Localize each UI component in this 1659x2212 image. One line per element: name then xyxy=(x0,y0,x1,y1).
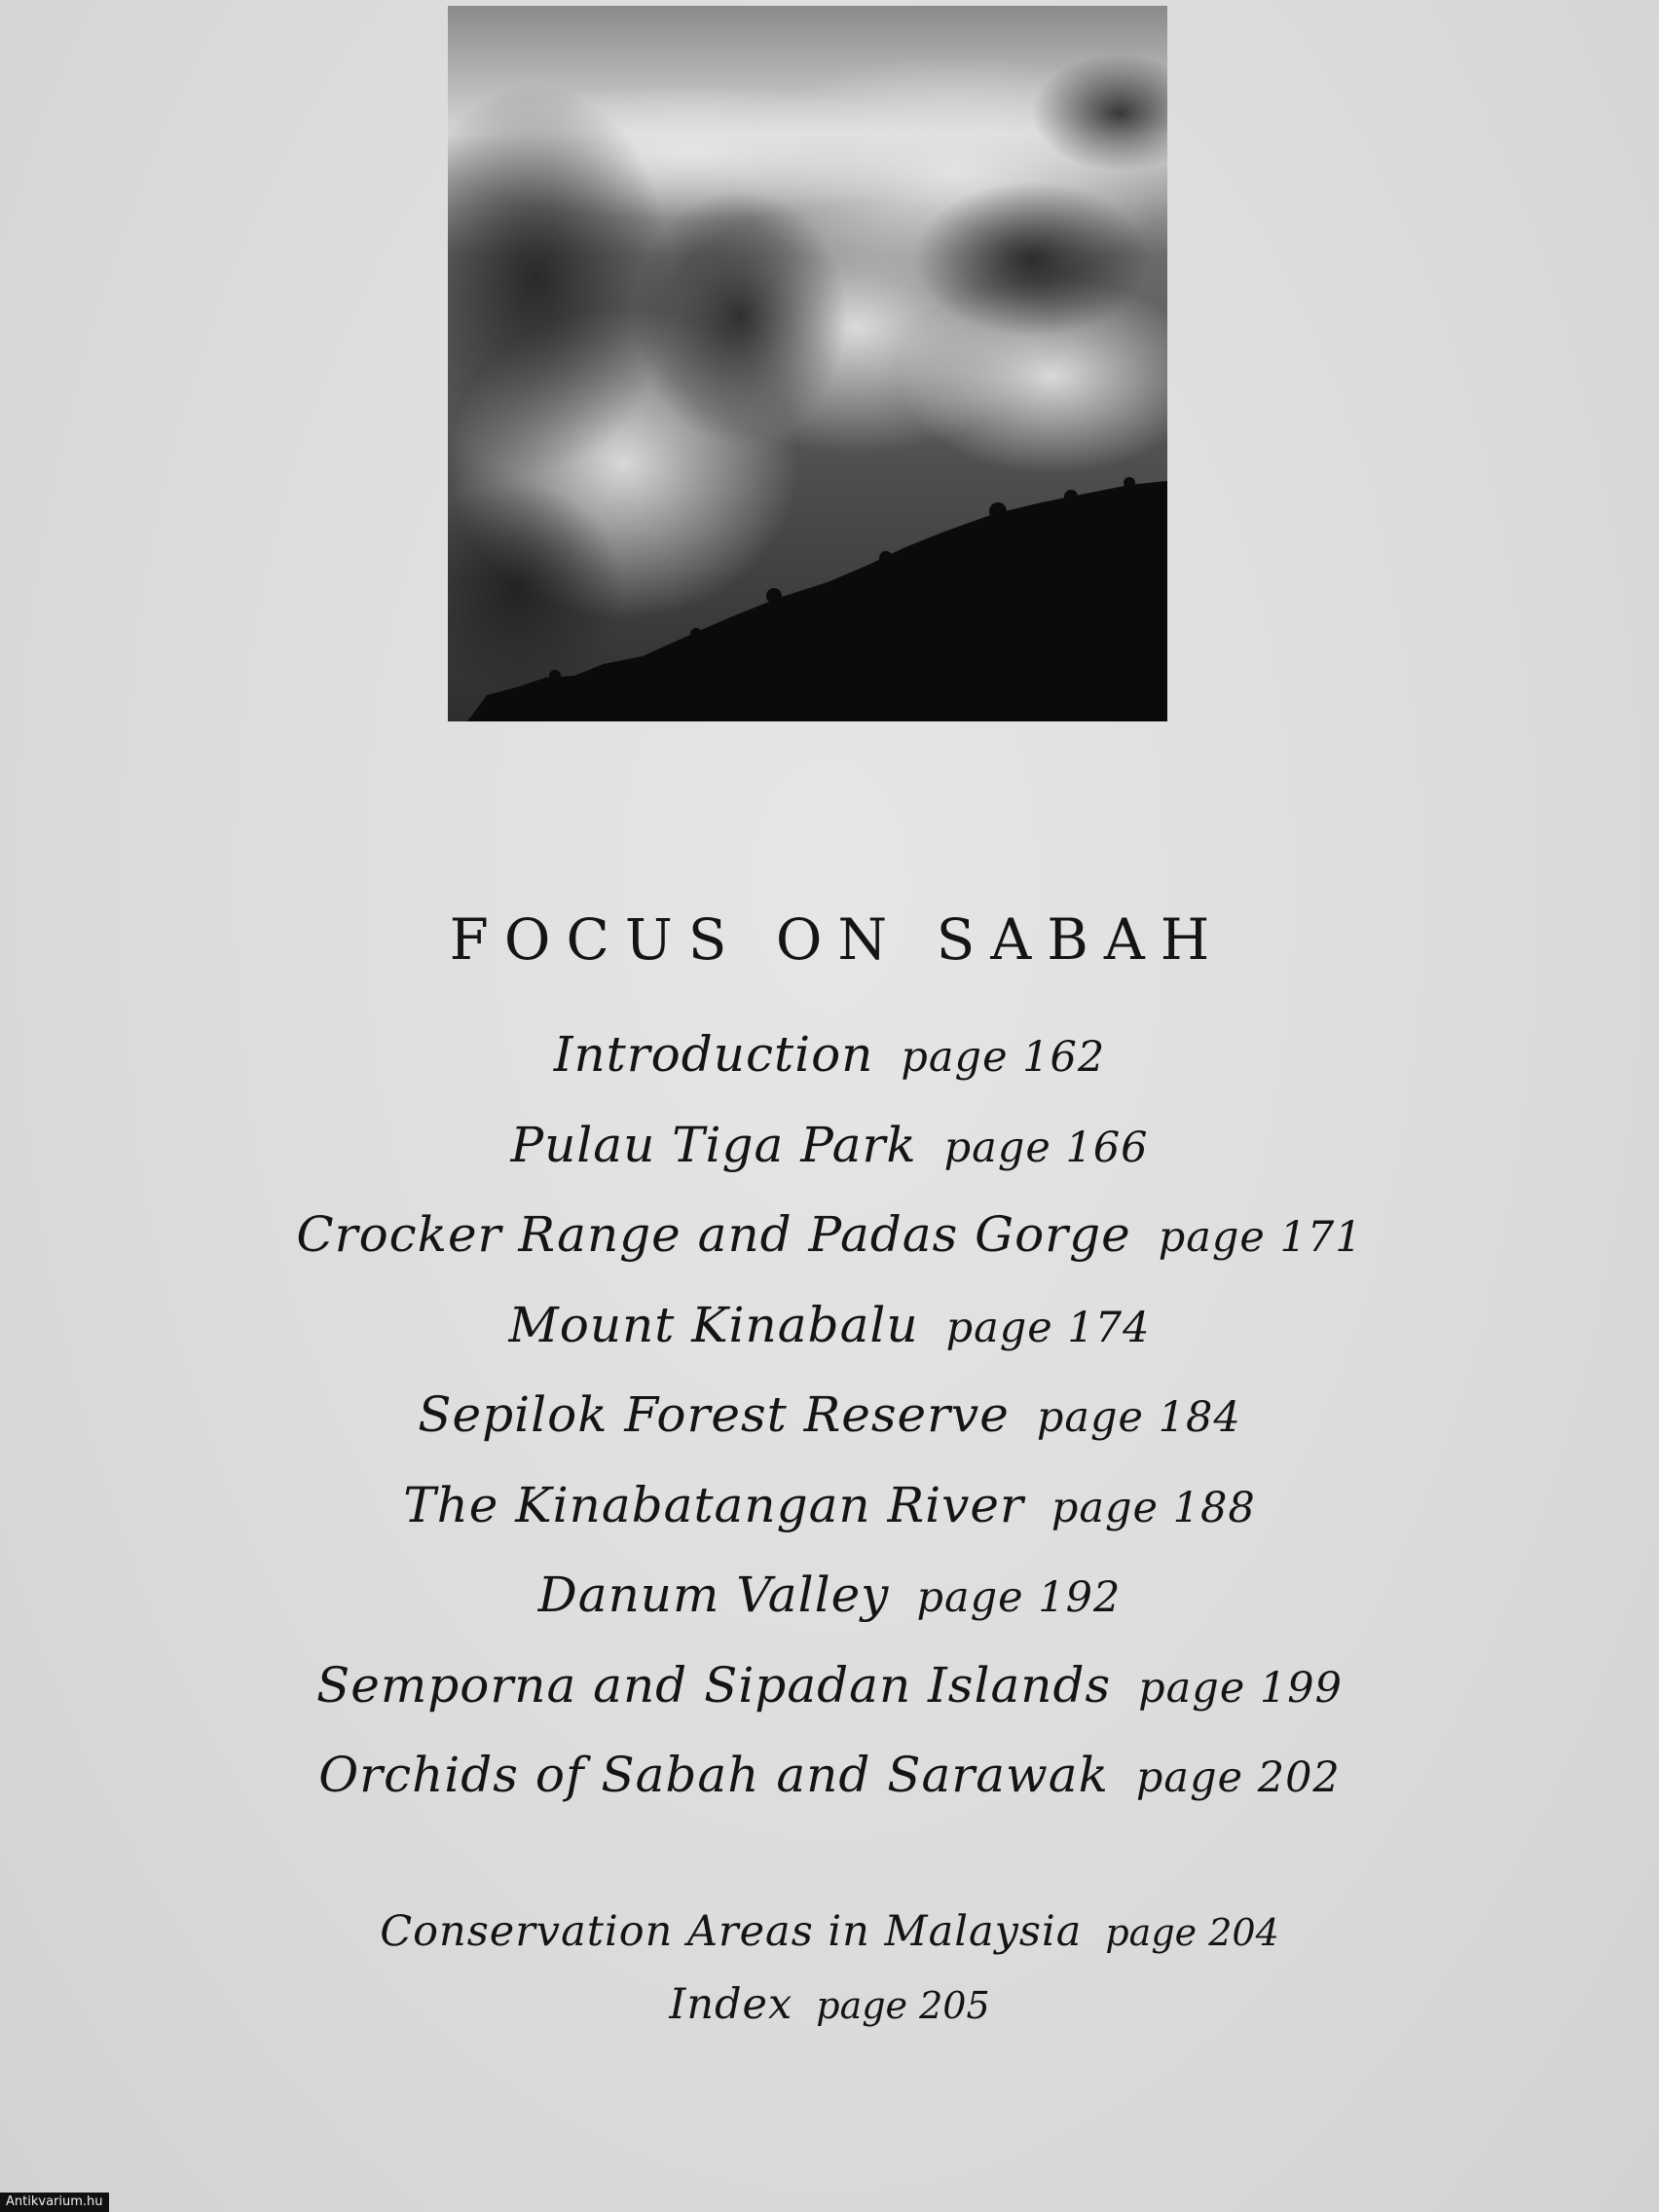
toc-entry-page: page 202 xyxy=(1135,1753,1341,1802)
section-title: FOCUS ON SABAH xyxy=(449,906,1226,973)
toc-entry-title: Sepilok Forest Reserve xyxy=(418,1386,1010,1443)
appendix-entry-page: page 204 xyxy=(1105,1911,1279,1954)
toc-entry xyxy=(0,1280,1659,1371)
toc-entry-title: Pulau Tiga Park xyxy=(510,1116,917,1173)
toc-entry-page: page 162 xyxy=(901,1033,1106,1082)
toc-entry-title: Orchids of Sabah and Sarawak xyxy=(318,1747,1109,1803)
toc-entry xyxy=(0,1190,1659,1280)
toc-entry-page: page 188 xyxy=(1051,1483,1256,1532)
appendix-entry xyxy=(0,1969,1659,2042)
misty-mountain-photo xyxy=(448,6,1167,721)
toc-entry-page: page 192 xyxy=(916,1573,1122,1622)
watermark: Antikvarium.hu xyxy=(0,2193,109,2212)
toc-entry xyxy=(0,1370,1659,1460)
appendix-entry-title: Conservation Areas in Malaysia xyxy=(380,1907,1083,1956)
toc-entry xyxy=(0,1730,1659,1821)
appendix-entry xyxy=(0,1896,1659,1969)
toc-entry-page: page 171 xyxy=(1158,1213,1363,1262)
toc-entry xyxy=(0,1460,1659,1551)
toc-entry-page: page 174 xyxy=(945,1303,1151,1352)
toc-entry-page: page 199 xyxy=(1138,1663,1344,1713)
appendix-list xyxy=(0,1896,1659,2042)
toc-entry-title: Semporna and Sipadan Islands xyxy=(315,1656,1112,1714)
toc-entry-title: Mount Kinabalu xyxy=(508,1296,919,1353)
toc-entry xyxy=(0,1010,1659,1100)
toc-entry-title: Introduction xyxy=(553,1026,874,1083)
toc-entry xyxy=(0,1641,1659,1731)
toc-entry-page: page 184 xyxy=(1036,1393,1241,1442)
appendix-entry-title: Index xyxy=(669,1980,793,2029)
appendix-entry-page: page 205 xyxy=(816,1984,990,2027)
table-of-contents xyxy=(0,1010,1659,1821)
toc-entry-title: The Kinabatangan River xyxy=(403,1476,1024,1533)
toc-entry-title: Danum Valley xyxy=(537,1567,890,1623)
photo-artwork xyxy=(448,6,1167,721)
toc-entry xyxy=(0,1100,1659,1191)
toc-entry-page: page 166 xyxy=(943,1123,1149,1172)
toc-entry xyxy=(0,1550,1659,1641)
toc-entry-title: Crocker Range and Padas Gorge xyxy=(296,1206,1131,1263)
